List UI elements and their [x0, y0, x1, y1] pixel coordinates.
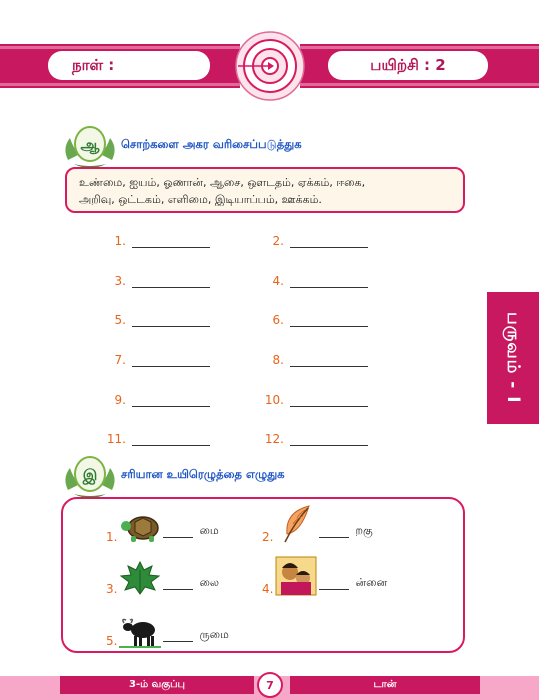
header-band-right: [300, 44, 539, 88]
answer-blank-3[interactable]: [104, 268, 210, 288]
fill-blank[interactable]: [319, 526, 349, 538]
fill-word: ருமை: [199, 628, 229, 641]
blank-line[interactable]: [290, 274, 368, 288]
blank-number: 11.: [106, 432, 126, 446]
fill-item-4: [262, 560, 387, 596]
word-list-line-1: உண்மை, ஐயம், ஓணான், ஆசை, ஔடதம், ஏக்கம், ஈகை,: [79, 176, 366, 189]
fill-word: ன்னை: [355, 576, 388, 589]
word-list-box: [65, 167, 465, 213]
exercise-label: பயிற்சி : 2: [370, 55, 446, 74]
fill-number: 3.: [106, 582, 118, 596]
target-icon: [234, 30, 306, 102]
feather-icon: [275, 504, 317, 544]
fill-item-3: [106, 560, 219, 596]
blank-line[interactable]: [290, 393, 368, 407]
fill-word: மை: [199, 524, 219, 537]
subject-label: டான்: [290, 676, 480, 694]
fill-item-1: [106, 508, 219, 544]
answer-blank-9[interactable]: [104, 387, 210, 407]
answer-blank-5[interactable]: [104, 307, 210, 327]
answer-blank-10[interactable]: [262, 387, 368, 407]
fill-word: லை: [199, 576, 219, 589]
blank-number: 12.: [264, 432, 284, 446]
section-a-badge-icon: [60, 120, 120, 172]
blank-line[interactable]: [290, 313, 368, 327]
blank-number: 10.: [264, 393, 284, 407]
section-b-badge-letter: இ: [82, 466, 98, 484]
exercise-label-pill: [328, 51, 488, 80]
answer-blank-12[interactable]: [262, 426, 368, 446]
section-a-title: சொற்களை அகர வரிசைப்படுத்துக: [121, 137, 302, 151]
blank-line[interactable]: [132, 432, 210, 446]
answer-blank-1[interactable]: [104, 228, 210, 248]
answer-blank-8[interactable]: [262, 347, 368, 367]
term-side-tab: [487, 292, 539, 424]
blank-number: 6.: [272, 313, 284, 327]
blank-number: 7.: [114, 353, 126, 367]
fill-blank[interactable]: [163, 526, 193, 538]
word-list-line-2: அறிவு, ஒட்டகம், எளிமை, இடியாப்பம், ஊக்கம்.: [79, 193, 322, 206]
class-label: 3-ம் வகுப்பு: [60, 676, 254, 694]
section-a-badge-letter: ஆ: [80, 136, 100, 154]
tortoise-icon: [119, 508, 161, 544]
answer-blank-7[interactable]: [104, 347, 210, 367]
section-b-title: சரியான உயிரெழுத்தை எழுதுக: [121, 467, 285, 481]
fill-blank[interactable]: [163, 630, 193, 642]
fill-item-2: [262, 508, 373, 544]
answer-blank-6[interactable]: [262, 307, 368, 327]
blank-number: 4.: [272, 274, 284, 288]
blank-line[interactable]: [132, 393, 210, 407]
buffalo-icon: [119, 612, 161, 648]
fill-number: 4.: [262, 582, 274, 596]
fill-item-5: [106, 612, 229, 648]
date-label: நாள் :: [72, 55, 115, 74]
fill-word: றகு: [355, 524, 373, 537]
answer-blank-11[interactable]: [104, 426, 210, 446]
blank-number: 2.: [272, 234, 284, 248]
blank-line[interactable]: [132, 313, 210, 327]
blank-number: 1.: [114, 234, 126, 248]
blank-line[interactable]: [132, 274, 210, 288]
leaf-icon: [119, 560, 161, 596]
blank-line[interactable]: [132, 234, 210, 248]
blank-line[interactable]: [132, 353, 210, 367]
blank-number: 3.: [114, 274, 126, 288]
blank-line[interactable]: [290, 353, 368, 367]
fill-number: 2.: [262, 530, 274, 544]
fill-number: 1.: [106, 530, 118, 544]
blank-line[interactable]: [290, 432, 368, 446]
blank-number: 8.: [272, 353, 284, 367]
answer-blank-2[interactable]: [262, 228, 368, 248]
blank-number: 5.: [114, 313, 126, 327]
header-band-left: [0, 44, 240, 88]
page-number: 7: [257, 672, 283, 698]
section-b-badge-icon: [60, 450, 120, 502]
fill-number: 5.: [106, 634, 118, 648]
term-label: பருவம் - I: [503, 312, 523, 404]
blank-line[interactable]: [290, 234, 368, 248]
fill-blank[interactable]: [319, 578, 349, 590]
date-field[interactable]: [48, 51, 210, 80]
mother-child-icon: [275, 556, 317, 596]
fill-blank[interactable]: [163, 578, 193, 590]
blank-number: 9.: [114, 393, 126, 407]
answer-blank-4[interactable]: [262, 268, 368, 288]
